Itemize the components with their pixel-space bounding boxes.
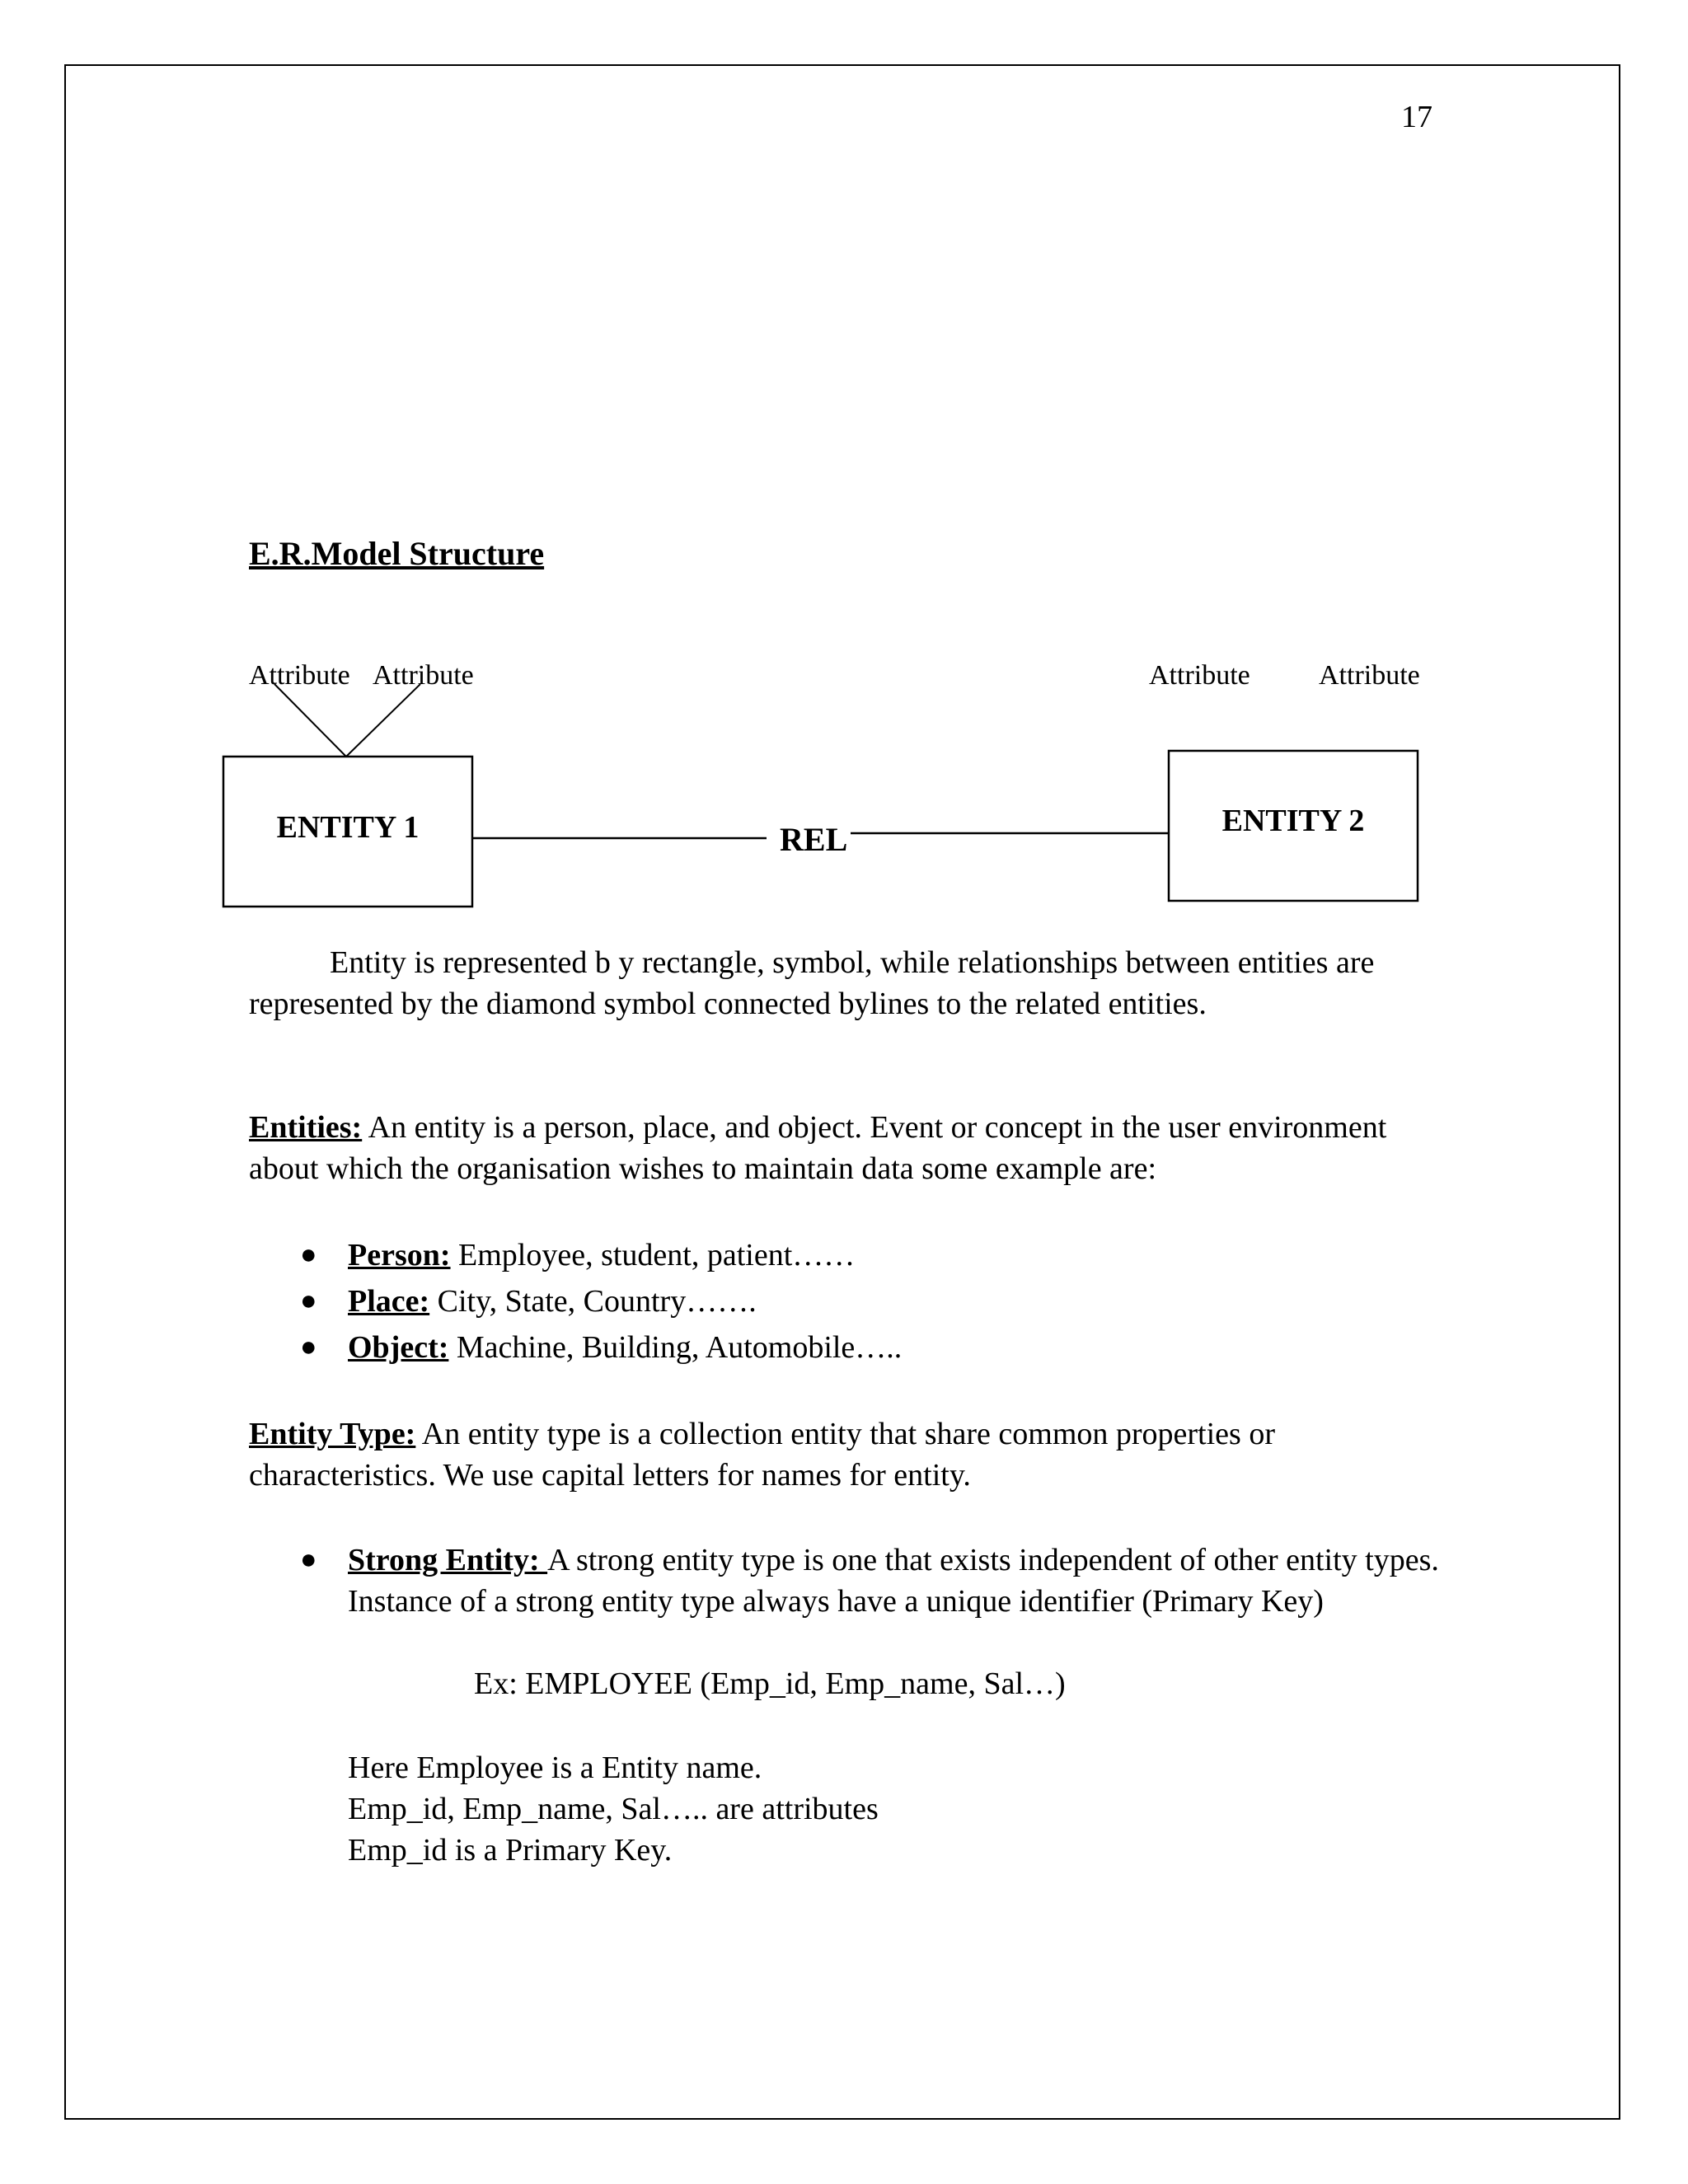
- bullet-icon: ●: [300, 1240, 317, 1270]
- list-item: [249, 1540, 1444, 1622]
- strong-entity-list: [249, 1540, 1444, 1622]
- list-item-text: Employee, student, patient……: [450, 1238, 856, 1272]
- strong-entity-text: A strong entity type is one that exists independent of other entity types. Instance of a strong entity type always have a unique identifier (Primary Key): [348, 1543, 1439, 1619]
- example-line: Ex: EMPLOYEE (Emp_id, Emp_name, Sal…): [474, 1666, 1066, 1701]
- notes-line: Emp_id, Emp_name, Sal….. are attributes: [348, 1792, 879, 1826]
- attribute-label-right-1: Attribute: [1149, 660, 1250, 691]
- er-diagram: [0, 0, 1688, 989]
- strong-entity-label: Strong Entity:: [348, 1543, 548, 1577]
- entity-type-paragraph: [249, 1413, 1444, 1496]
- attribute-label-left-1: Attribute: [249, 660, 350, 691]
- bullet-icon: ●: [300, 1544, 317, 1575]
- entity-2-label: ENTITY 2: [1221, 804, 1365, 838]
- attribute-connector-left-1: [274, 684, 346, 757]
- notes-line: Here Employee is a Entity name.: [348, 1750, 762, 1785]
- entities-label: Entities:: [249, 1110, 363, 1145]
- relationship-label: REL: [780, 821, 848, 858]
- entity-type-label: Entity Type:: [249, 1417, 416, 1451]
- attribute-label-right-2: Attribute: [1319, 660, 1420, 691]
- bullet-icon: ●: [300, 1332, 317, 1362]
- bullet-icon: ●: [300, 1286, 317, 1316]
- list-item: [249, 1324, 1444, 1371]
- entity-type-text: An entity type is a collection entity that share common properties or characteristics. We use capital letters for names for entity.: [249, 1417, 1275, 1493]
- list-item-label: Person:: [348, 1238, 451, 1272]
- entity-examples-list: [249, 1232, 1444, 1371]
- list-item: [249, 1232, 1444, 1278]
- list-item-text: City, State, Country…….: [429, 1284, 757, 1319]
- list-item-label: Object:: [348, 1330, 449, 1365]
- page-number: 17: [1401, 100, 1432, 134]
- list-item: [249, 1278, 1444, 1324]
- list-item-label: Place:: [348, 1284, 430, 1319]
- attribute-label-left-2: Attribute: [373, 660, 474, 691]
- notes-line: Emp_id is a Primary Key.: [348, 1833, 673, 1868]
- entities-text: An entity is a person, place, and object. Event or concept in the user environment about which the organisation wishes to maintain data some example are:: [249, 1110, 1387, 1186]
- entities-paragraph: [249, 1107, 1444, 1189]
- attribute-connector-left-2: [346, 684, 420, 757]
- list-item-text: Machine, Building, Automobile…..: [448, 1330, 903, 1365]
- section-title: E.R.Model Structure: [249, 535, 545, 572]
- intro-paragraph: Entity is represented b y rectangle, symbol, while relationships between entities are represented by the diamond symbol connected bylines to the related entities.: [249, 945, 1375, 1021]
- entity-1-label: ENTITY 1: [276, 810, 420, 845]
